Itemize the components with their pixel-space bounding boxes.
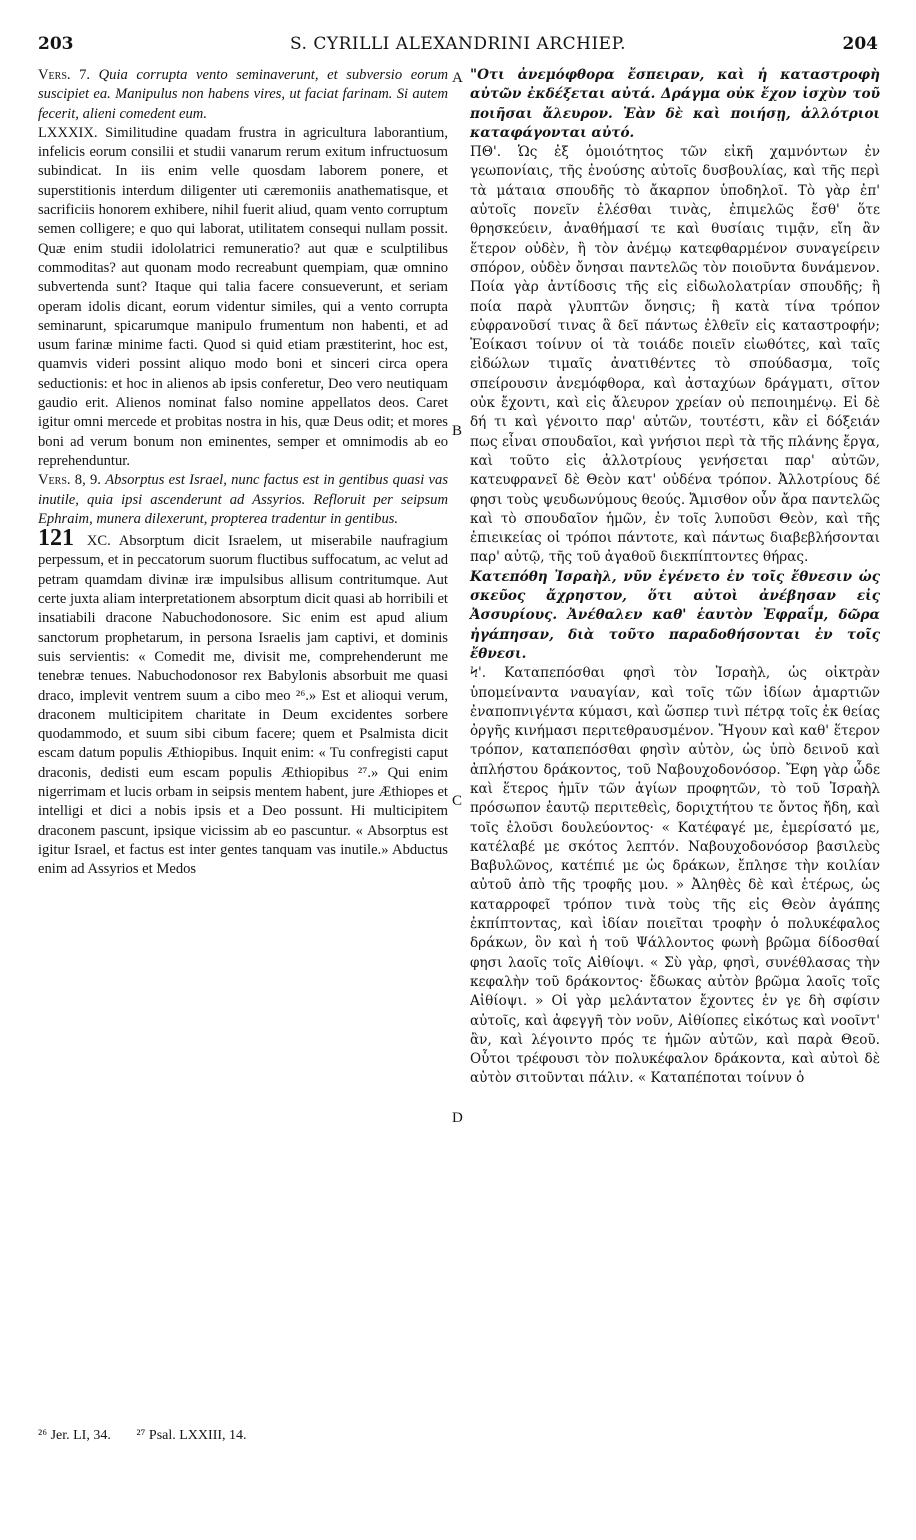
greek-paragraph-89: ΠΘ'. Ὡς ἐξ ὁμοιότητος τῶν εἰκῆ χαμνόντων ἐν γεωπονίαις, τῆς ἐνούσης αὐτοῖς δυσβουλίας, καὶ τῆς περὶ τὰ μάταια σπουδῆς τὸ ἄκαρπον ὑποδηλοῖ. Τὸ γὰρ ἐπ' αὐτοῖς πονεῖν ἐλέσθαι τινὰς, ἐπιμελῶς ἔσθ' ὅτε θρησκεύειν, ἀναθήμασί τε καὶ θυσίαις τιμᾷν, εἴη ἂν ἕτερον οὐδὲν, ἢ τὸν ἀνέμῳ κατεφθαρμένον συναγείρειν σπόρον, οὐδὲν ὄνησαι παντελῶς τὸν ποιοῦντα δυνάμενον. Ποία γὰρ ἀντίδοσις τῆς εἰς εἰδωλολατρίαν σπουδῆς; ἢ ποία παρὰ γλυπτῶν ὄνησις; ἢ κατὰ τίνα τρόπον εὐφρανοῦσί τινας ἃ δεῖ πάντως ἐλθεῖν εἰς καταστροφήν; Ἐοίκασι τοίνυν οἱ τὰ τοιάδε ποιεῖν εἰωθότες, καὶ ταῖς εἰδώλων τιμαῖς ἀνατιθέντες τὸ σπούδασμα, τοῖς σπείρουσιν ἀνεμόφθορα, καὶ ἀσταχύων δράγματι, σῖτον οὐκ ἔχοντι, καὶ εἰς ἄλευρον χρείαν οὐ πεποιημένῳ. Εἰ δὲ δή τι καὶ γένοιτο παρ' αὐτῶν, τουτέστι, κἂν εἰ δόξειάν πως εἶναι σπουδαῖοι, καὶ γνήσιοι περὶ τὰ τῆς πλάνης ἔργα, καὶ τοῦτο εἰς ἀλλοτρίους γενήσεται παρ' αὐτῶν, κατευφρανεῖ δὲ Θεὸν κατ' οὐδένα τρόπον. Ἀλλοτρίους δέ φησι τοὺς ψευδωνύμους θεούς. Ἄμισθον οὖν ἄρα παντελῶς καὶ τὸ σπουδαῖον ἡμῶν, ἐν τοῖς λυποῦσι Θεὸν, καὶ τῆς ἐπιεικείας οἱ τρόποι πάντοτε, καὶ πάντως διαβεβλήσονται παρ' αὐτῷ, τῆς τοῦ ἀγαθοῦ διεκπίπτοντες θήρας. [470,144,880,566]
greek-paragraph-90: Ϟ'. Καταπεπόσθαι φησὶ τὸν Ἰσραὴλ, ὡς οἰκτρὰν ὑπομείναντα ναυαγίαν, καὶ τοῖς τῶν ἰδίων ἁμαρτιῶν ἐναποπνιγέντα κύμασι, καὶ ὥσπερ τινὶ πέτρᾳ τοῖς ἐκ θείας ὀργῆς κινήμασι περιτεθραυσμένον. Ἤγουν καὶ καθ' ἕτερον τρόπον, καταπεπόσθαι φησὶν αὐτὸν, ὡς ὑπὸ δεινοῦ καὶ ἀπλήστου δράκοντος, τοῦ Ναβουχοδονόσορ. Ἔφη γὰρ ὧδε καὶ ἕτερος ἡμῖν τῶν ἁγίων προφητῶν, τὸ τοῦ Ἰσραὴλ πρόσωπον ἑαυτῷ περιτεθεὶς, δοριχτήτου τε ὄντος ἤδη, καὶ τοῖς ἐλοῦσι δουλεύοντος· « Κατέφαγέ με, ἐμερίσατό με, κατέλαβέ με σκότος λεπτόν. Ναβουχοδονόσορ βασιλεὺς Βαβυλῶνος, κατέπιέ με ὡς δράκων, ἔπλησε τὴν κοιλίαν αὐτοῦ ἀπὸ τῆς τροφῆς μου. » Ἀληθὲς δὲ καὶ ἑτέρως, ὡς καταρροφεῖ τρόπον τινὰ τοὺς τῆς εἰς Θεὸν ἀγάπης ἐκπίπτοντας, καὶ ἰδίαν ποιεῖται τροφὴν ὁ πολυκέφαλος δράκων, ὃν καὶ ἡ τοῦ Ψάλλοντος φωνὴ βρῶμα δίδοσθαί φησι λαοῖς τοῖς Αἰθίοψι. « Σὺ γὰρ, φησὶ, συνέθλασας τὴν κεφαλὴν τοῦ δράκοντος· ἔδωκας αὐτὸν βρῶμα λαοῖς τοῖς Αἰθίοψι. » Οἱ γὰρ μελάντατον ἔχοντες ἐν γε δὴ σφίσιν αὐτοῖς, καὶ ἀφεγγῆ τὸν νοῦν, Αἰθίοπες εἰκότως καὶ νοοῖντ' ἂν, καὶ λέγοιντο πρός τε ἡμῶν αὐτῶν, καὶ παρὰ Θεοῦ. Οὗτοι τρέφουσι τὸν πολυκέφαλον δράκοντα, καὶ αὐτοὶ δὲ αὐτὸν σιτοῦνται πάλιν. « Καταπέποται τοίνυν ὁ [470,665,880,1087]
latin-paragraph-89 [38,124,448,471]
running-title: S. CYRILLI ALEXANDRINI ARCHIEP. [290,34,626,54]
footnotes [38,1428,878,1444]
margin-marker-b: B [452,423,463,439]
margin-marker-c: C [452,793,463,809]
verse-label: Vers. 7. [38,67,91,83]
section-number: LXXXIX. [38,124,98,141]
right-page-number: 204 [842,34,878,54]
latin-verse-7 [38,66,448,124]
latin-column [38,66,448,879]
greek-verse-8-9: Κατεπόθη Ἰσραὴλ, νῦν ἐγένετο ἐν τοῖς ἔθνεσιν ὡς σκεῦος ἄχρηστον, ὅτι αὐτοὶ ἀνέβησαν εἰς Ἀσσυρίους. Ἀνέθαλεν καθ' ἑαυτὸν Ἐφραΐμ, δῶρα ἠγάπησαν, διὰ τοῦτο παραδοθήσονται ἐν τοῖς ἔθνεσι. [470,568,880,662]
verse-label: Vers. 8, 9. [38,472,101,489]
paragraph-text: Absorptum dicit Israelem, ut miserabile naufragium perpessum, et in peccatorum suorum fluctibus suffocatum, ac velut ad petram quamdam divinæ iræ impulsibus allisum contritumque. Aut certe juxta aliam interpretationem absorptum dicit quasi ab horribili et insatiabili dracone Nabuchodonosore. Sic enim est apud alium sanctorum prophetarum, in persona Israelis jam captivi, et dominis suis servientis: « Comedit me, divisit me, comprehenderunt me tenebræ tenues. Nabuchodonosor rex Babylonis absorbuit me quasi draco, implevit ventrem suum a cibo meo ²⁶.» Est et alioqui verum, draconem multicipitem charitate in Deum excidentes sorbere quodammodo, et suum sibi cibum facere; quem et Psalmista dicit escam datum populis Æthiopibus. Inquit enim: « Tu confregisti caput draconis, dedisti eum escam populis Æthiopibus ²⁷.» Qui enim nigerrimam et lucis orbam in seipsis mentem habent, jure Æthiopes et intelligi et dici a nobis ipsis et a Deo possunt. Hi multicipitem draconem pascunt, ipsique vicissim ab eo pascuntur. « Absorptus est igitur Israel, et factus est inter gentes tanquam vas inutile.» Abductus enim ad Assyrios et Medos [38,533,448,878]
greek-column [470,66,880,1089]
margin-marker-a: A [452,70,463,86]
verse-text: Absorptus est Israel, nunc factus est in gentibus quasi vas inutile, quia ipsi ascenderunt ad Assyrios. Refloruit per seipsum Ephraim, munera dilexerunt, propterea tradentur in gentibus. [38,472,448,527]
footnote-26: ²⁶ Jer. LI, 34. [38,1428,111,1443]
latin-paragraph-90 [38,525,448,879]
greek-verse-7: "Οτι ἀνεμόφθορα ἔσπειραν, καὶ ἡ καταστροφὴ αὐτῶν ἐκδέξεται αὐτά. Δράγμα οὐκ ἔχον ἰσχὺν τοῦ ποιῆσαι ἄλευρον. Ἐὰν δὲ καὶ ποιήσῃ, ἀλλότριοι καταφάγονται αὐτό. [470,67,880,141]
running-header [38,34,878,58]
verse-text: Quia corrupta vento seminaverunt, et subversio eorum suscipiet ea. Manipulus non habens vires, ut faciat farinam. Si autem fecerit, alieni comedent eum. [38,67,449,122]
footnote-27: ²⁷ Psal. LXXIII, 14. [136,1428,247,1443]
margin-page-number: 121 [38,525,74,552]
section-number: XC. [86,533,111,550]
left-page-number: 203 [38,34,74,54]
latin-verse-8-9 [38,471,448,529]
margin-marker-d: D [452,1110,463,1126]
paragraph-text: Similitudine quadam frustra in agricultura laborantium, infelicis eorum consilii et studii vanarum rerum exitum infructuosum subindicat. In iis enim velle quosdam laborem ponere, et superstitionis interdum diligenter uti cæremoniis anathematisque, et sacrificiis honorem exhibere, nihil fuerit aliud, quam vento corruptum semen colligere; e quo qui laborat, utilitatem consequi nullam possit. Quæ enim studii idololatrici remuneratio? aut quæ e sculptilibus commoditas? aut quonam modo recreabunt quempiam, quæ omnino subvertenda sunt? Itaque qui talia facere consueverunt, et seriam operam idolis dicant, eorum videntur similes, qui a vento corrupta seminarunt, spicarumque manipulo frumentum non habenti, et ad usum farinæ minime facti. Quod si quid etiam præstiterint, hoc est, quamvis videri possint aliquo modo boni et sinceri circa opera seductionis: et hoc in alienos ab ipsis conferetur, Deo vero neutiquam gaudio erit. Alienos nominat falso nomine appellatos deos. Caret igitur omni mercede et probitas nostra in his, quæ Deus odit; et mores boni ad verum bonum non eminentes, semper et omnimodis ab eo reprehenduntur. [38,124,448,469]
